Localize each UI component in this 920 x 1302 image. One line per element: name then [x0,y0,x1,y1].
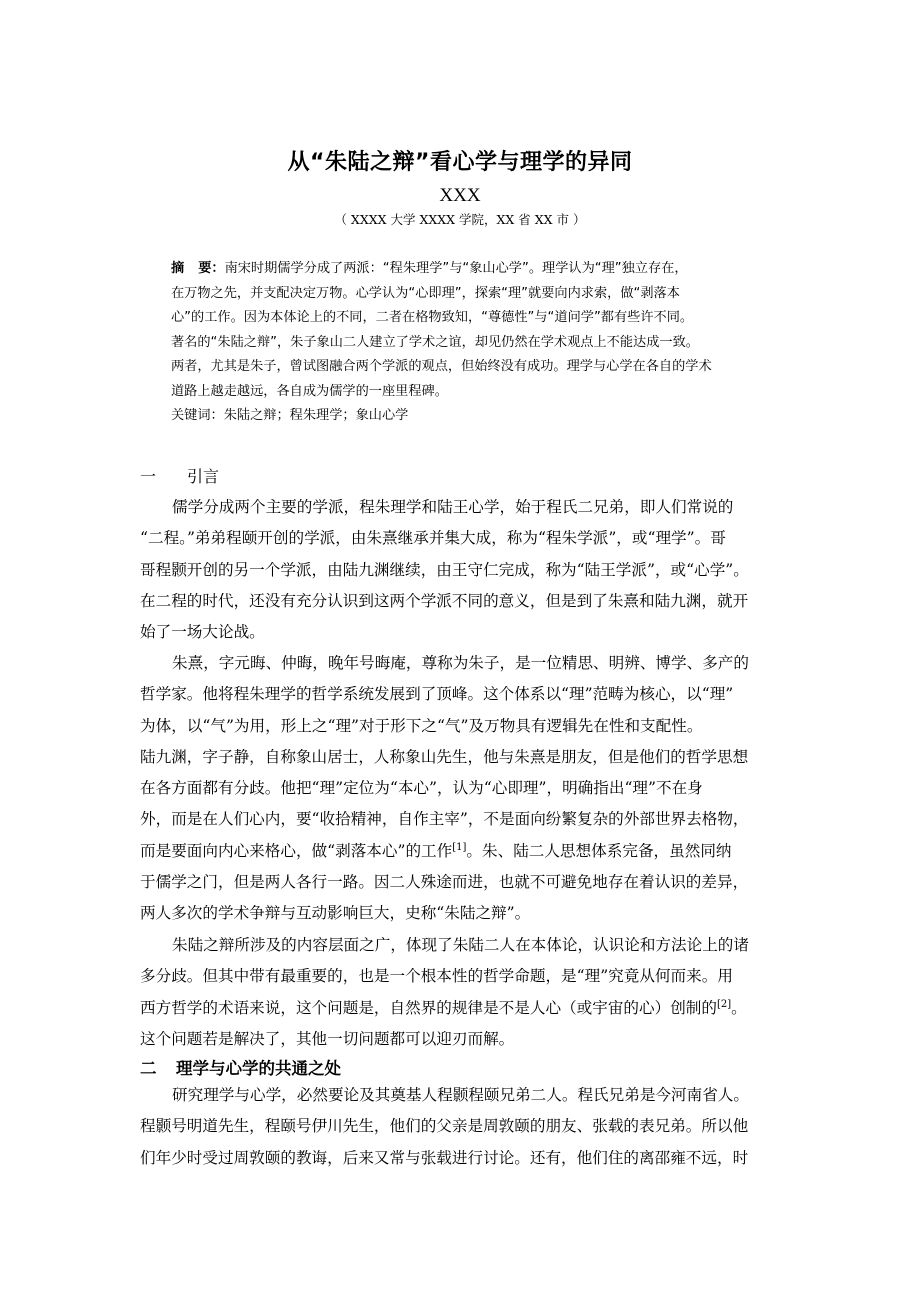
paper-title: 从“朱陆之辩”看心学与理学的异同 [287,150,633,175]
abstract-block [171,257,761,429]
intro-paragraph-3: 朱陆之辩所涉及的内容层面之广，体现了朱陆二人在本体论，认识论和方法论上的诸 多分歧。但其中带有最重要的，也是一个根本性的哲学命题，是“理”究竟从何而来。用 西方哲学的术语来说，这个问题是，自然界的规律是不是人心（或宇宙的心）创制的[2]。 这个问题若是解决了，其他一切问题都可以迎刃而解。 [140,936,749,1048]
citation-ref[interactable]: [1] [452,841,467,853]
common-paragraph-1: 研究理学与心学，必然要论及其奠基人程颢程颐兄弟二人。程氏兄弟是今河南省人。 程颢号明道先生，程颐号伊川先生，他们的父亲是周敦颐的朋友、张载的表兄弟。所以他 们年少时受过周敦颐的教诲，后来又常与张载进行讨论。还有，他们住的离邵雍不远，时 [140,1086,749,1167]
abstract-label: 摘 要： [171,261,225,276]
abstract-line: 著名的“朱陆之辩”，朱子象山二人建立了学术之谊，却见仍然在学术观点上不能达成一致。 [171,334,699,350]
keywords-line [171,404,761,429]
abstract-line: 心”的工作。因为本体论上的不同，二者在格物致知，“尊德性”与“道问学”都有些许不同。 [171,310,694,325]
abstract-line: 两者，尤其是朱子，曾试图融合两个学派的观点，但始终没有成功。理学与心学在各自的学术 [171,359,712,374]
keywords-label: 关键词： [171,408,224,423]
citation-ref[interactable]: [2] [716,998,732,1010]
paper-affiliation: （ XXXX 大学 XXXX 学院，XX 省 XX 市 ） [334,212,586,227]
abstract-line: 在万物之先，并支配决定万物。心学认为“心即理”，探索“理”就要向内求索，做“剥落本 [171,285,680,301]
intro-paragraph-2: 朱熹，字元晦、仲晦，晚年号晦庵，尊称为朱子，是一位精思、明辨、博学、多产的 哲学家。他将程朱理学的哲学系统发展到了顶峰。这个体系以“理”范畴为核心，以“理” 为体，以“气”为用，形上之“理”对于形下之“气”及万物具有逻辑先在性和支配性。 陆九渊，字子静，自称象山居士，人称象山先生，他与朱熹是朋友，但是他们的哲学思想 在各方面都有分歧。他把“理”定位为“本心”，认为“心即理”，明确指出“理”不在身 外，而是在人们心内，要“收拾精神，自作主宰”，不是面向纷繁复杂的外部世界去格物， 而是要面向内心来格心，做“剥落本心”的工作[1]。朱、陆二人思想体系完备，虽然同纳 于儒学之门，但是两人各行一路。因二人殊途而进，也就不可避免地存在着认识的差异， 两人多次的学术争辩与互动影响巨大，史称“朱陆之辩”。 [140,654,749,923]
abstract-line: 摘 要：南宋时期儒学分成了两派：“程朱理学”与“象山心学”。理学认为“理”独立存在， [171,261,688,276]
abstract-line: 道路上越走越远，各自成为儒学的一座里程碑。 [171,383,448,399]
intro-paragraph-1: 儒学分成两个主要的学派，程朱理学和陆王心学，始于程氏二兄弟，即人们常说的 “二程。”弟弟程颐开创的学派，由朱熹继承并集大成，称为“程朱学派”，或“理学”。哥 哥程颢开创的另一个学派，由陆九渊继续，由王守仁完成，称为“陆王学派”，或“心学”。 在二程的时代，还没有充分认识到这两个学派不同的意义，但是到了朱熹和陆九渊，就开 始了一场大论战。 [140,498,749,642]
section-heading-common: 二 理学与心学的共通之处 [140,1059,341,1078]
section-heading-intro: 一 引言 [140,467,220,486]
keywords-text: 朱陆之辩；程朱理学；象山心学 [223,408,409,423]
paper-author: XXX [439,185,481,206]
